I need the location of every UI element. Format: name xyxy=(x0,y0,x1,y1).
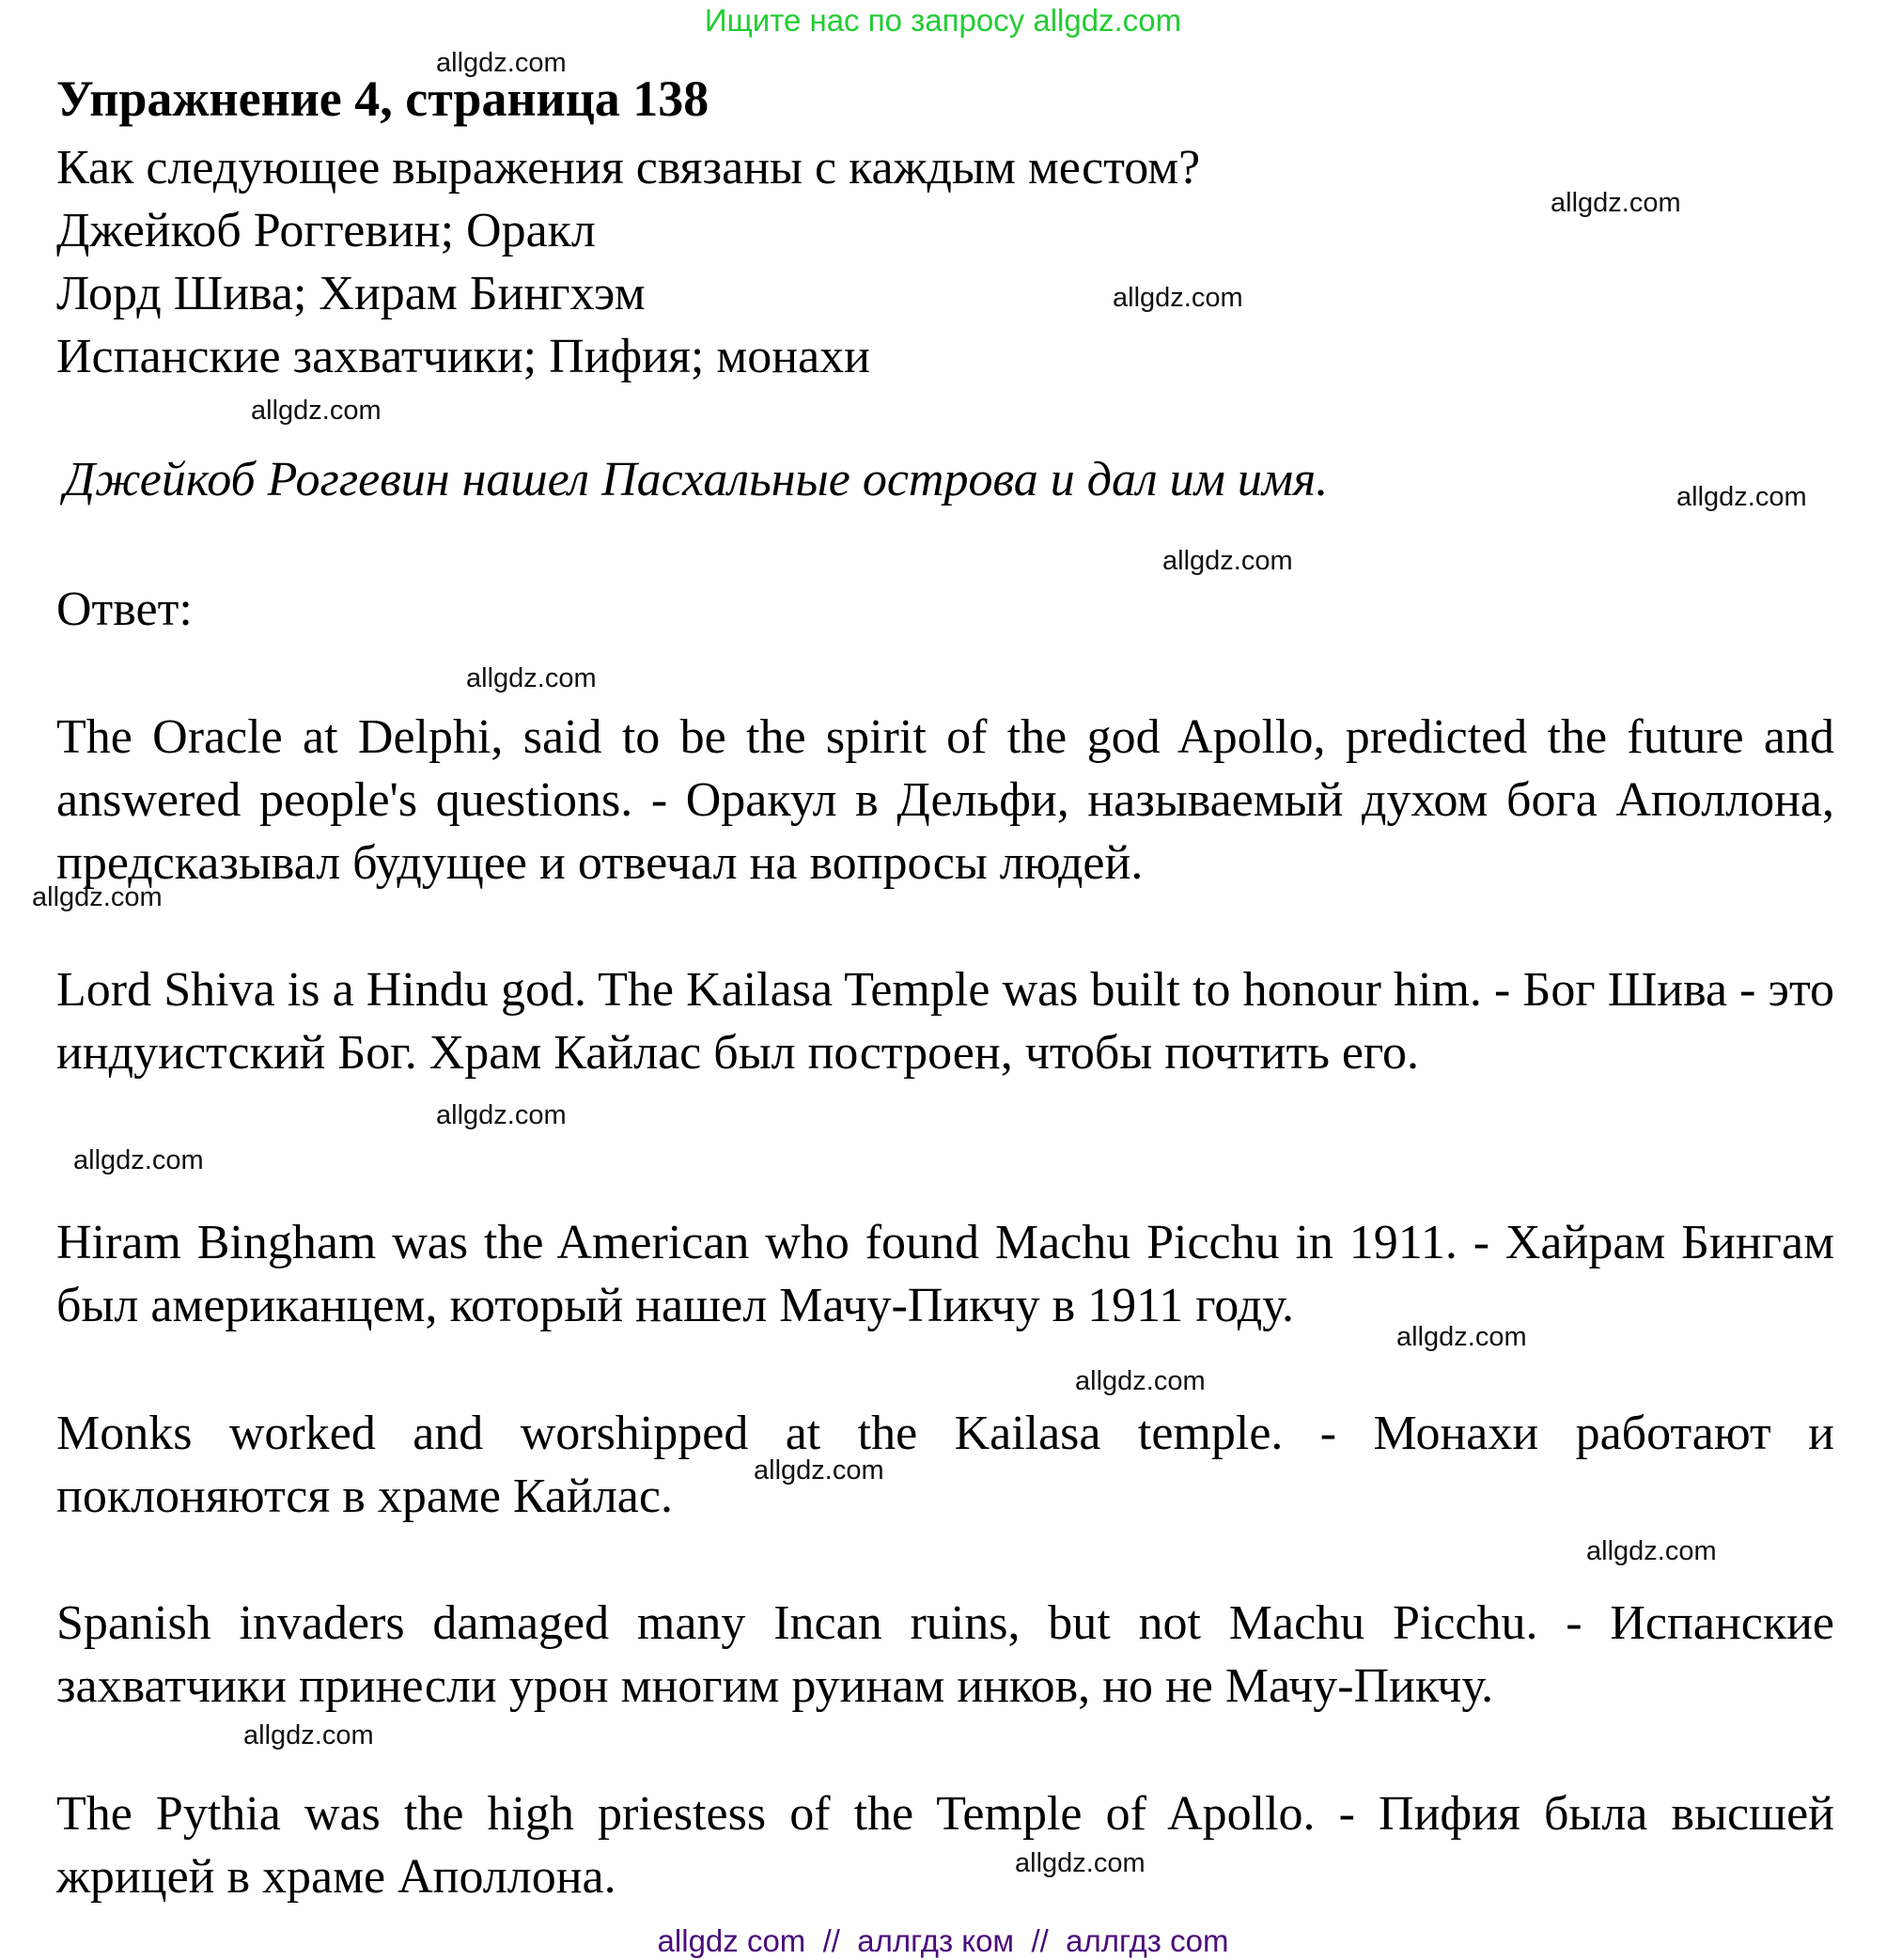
watermark: allgdz.com xyxy=(243,1720,374,1750)
watermark: allgdz.com xyxy=(1075,1366,1206,1396)
answer-paragraph: Hiram Bingham was the American who found Machu Picchu in 1911. - Хайрам Бингам был американцем, который нашел Мачу-Пикчу в 1911 году. xyxy=(56,1216,1834,1332)
watermark: allgdz.com xyxy=(32,882,163,912)
answer-paragraph: The Pythia was the high priestess of the Temple of Apollo. - Пифия была высшей жрицей в храме Аполлона. xyxy=(56,1787,1834,1904)
answer-paragraph: Monks worked and worshipped at the Kailasa temple. - Монахи работают и поклоняются в храме Кайлас. xyxy=(56,1407,1834,1523)
question-line: Лорд Шива; Хирам Бингхэм xyxy=(56,267,646,320)
search-banner: Ищите нас по запросу allgdz.com xyxy=(704,3,1182,38)
page-title: Упражнение 4, страница 138 xyxy=(56,70,709,127)
footer-watermark: allgdz com // аллгдз ком // аллгдз com xyxy=(657,1923,1229,1958)
watermark: allgdz.com xyxy=(1676,482,1807,512)
watermark: allgdz.com xyxy=(1396,1322,1527,1352)
watermark: allgdz.com xyxy=(1015,1848,1146,1878)
watermark: allgdz.com xyxy=(436,1100,567,1130)
watermark: allgdz.com xyxy=(251,396,382,426)
watermark: allgdz.com xyxy=(436,48,567,78)
answer-label: Ответ: xyxy=(56,583,193,636)
watermark: allgdz.com xyxy=(1551,188,1681,218)
answer-paragraph: Lord Shiva is a Hindu god. The Kailasa Temple was built to honour him. - Бог Шива - это индуистский Бог. Храм Кайлас был построен, чтобы почтить его. xyxy=(56,963,1834,1080)
answer-paragraph: The Oracle at Delphi, said to be the spirit of the god Apollo, predicted the future and answered people's questions. - Оракул в Дельфи, называемый духом бога Аполлона, предсказывал будущее и отвечал на вопросы людей. xyxy=(56,710,1834,890)
question-prompt: Как следующее выражения связаны с каждым местом? xyxy=(56,141,1201,194)
question-line: Испанские захватчики; Пифия; монахи xyxy=(56,330,870,383)
question-line: Джейкоб Роггевин; Оракл xyxy=(56,204,596,257)
watermark: allgdz.com xyxy=(1113,283,1243,313)
watermark: allgdz.com xyxy=(466,663,597,693)
watermark: allgdz.com xyxy=(1586,1536,1717,1566)
watermark: allgdz.com xyxy=(1162,546,1293,576)
example-sentence: Джейкоб Роггевин нашел Пасхальные острова и дал им имя. xyxy=(64,453,1329,506)
watermark: allgdz.com xyxy=(754,1455,884,1486)
answer-paragraph: Spanish invaders damaged many Incan ruins, but not Machu Picchu. - Испанские захватчики принесли урон многим руинам инков, но не Мачу-Пикчу. xyxy=(56,1596,1834,1713)
watermark: allgdz.com xyxy=(73,1145,204,1175)
